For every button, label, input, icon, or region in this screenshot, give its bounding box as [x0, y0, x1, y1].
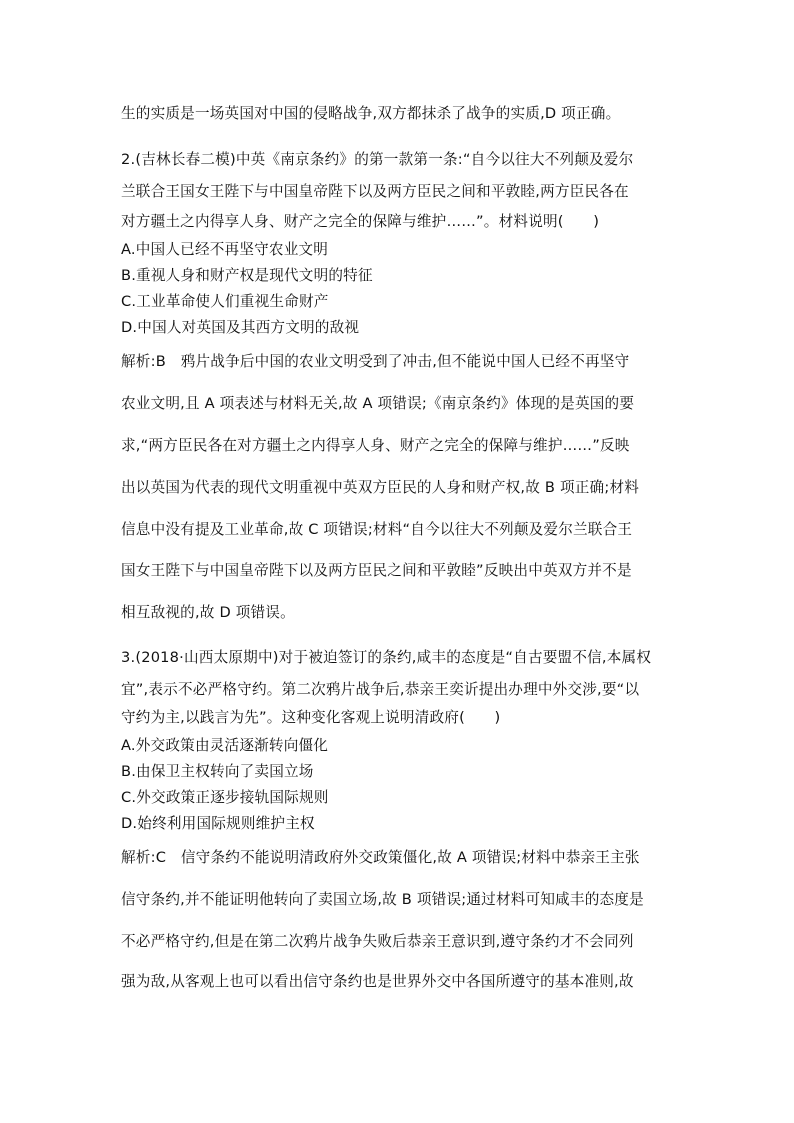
analysis-line: 出以英国为代表的现代文明重视中英双方臣民的人身和财产权,故 B 项正确;材料	[121, 479, 640, 496]
question-3-line: 宜”,表示不必严格守约。第二次鸦片战争后,恭亲王奕䜣提出办理中外交涉,要“以	[121, 681, 640, 698]
option-d: D.始终利用国际规则维护主权	[121, 815, 315, 832]
option-a: A.外交政策由灵活逐渐转向僵化	[121, 737, 329, 754]
question-2-line: 兰联合王国女王陛下与中国皇帝陛下以及两方臣民之间和平敦睦,两方臣民各在	[121, 183, 629, 200]
question-2-line: 2.(吉林长春二模)中英《南京条约》的第一款第一条:“自今以往大不列颠及爱尔	[121, 151, 634, 168]
analysis-line: 解析:B 鸦片战争后中国的农业文明受到了冲击,但不能说中国人已经不再坚守	[121, 353, 630, 370]
analysis-line: 农业文明,且 A 项表述与材料无关,故 A 项错误;《南京条约》体现的是英国的要	[121, 395, 635, 412]
option-a: A.中国人已经不再坚守农业文明	[121, 241, 329, 258]
analysis-line: 不必严格守约,但是在第二次鸦片战争失败后恭亲王意识到,遵守条约才不会同列	[121, 933, 634, 950]
analysis-line: 信守条约,并不能证明他转向了卖国立场,故 B 项错误;通过材料可知咸丰的态度是	[121, 891, 644, 908]
question-3-line: 守约为主,以践言为先”。这种变化客观上说明清政府( )	[121, 709, 501, 726]
option-b: B.由保卫主权转向了卖国立场	[121, 763, 314, 780]
option-c: C.工业革命使人们重视生命财产	[121, 293, 329, 310]
text-line: 生的实质是一场英国对中国的侵略战争,双方都抹杀了战争的实质,D 项正确。	[121, 105, 621, 122]
analysis-line: 相互敌视的,故 D 项错误。	[121, 604, 295, 621]
question-3-line: 3.(2018·山西太原期中)对于被迫签订的条约,咸丰的态度是“自古要盟不信,本属权	[121, 649, 652, 666]
analysis-line: 信息中没有提及工业革命,故 C 项错误;材料“自今以往大不列颠及爱尔兰联合王	[121, 521, 633, 538]
analysis-line: 求,“两方臣民各在对方疆土之内得享人身、财产之完全的保障与维护……”反映	[121, 437, 630, 454]
analysis-line: 强为敌,从客观上也可以看出信守条约也是世界外交中各国所遵守的基本准则,故	[121, 973, 634, 990]
question-2-line: 对方疆土之内得享人身、财产之完全的保障与维护……”。材料说明( )	[121, 213, 600, 230]
option-b: B.重视人身和财产权是现代文明的特征	[121, 267, 373, 284]
option-c: C.外交政策正逐步接轨国际规则	[121, 789, 329, 806]
analysis-line: 国女王陛下与中国皇帝陛下以及两方臣民之间和平敦睦”反映出中英双方并不是	[121, 562, 632, 579]
analysis-line: 解析:C 信守条约不能说明清政府外交政策僵化,故 A 项错误;材料中恭亲王主张	[121, 849, 640, 866]
option-d: D.中国人对英国及其西方文明的敌视	[121, 319, 360, 336]
